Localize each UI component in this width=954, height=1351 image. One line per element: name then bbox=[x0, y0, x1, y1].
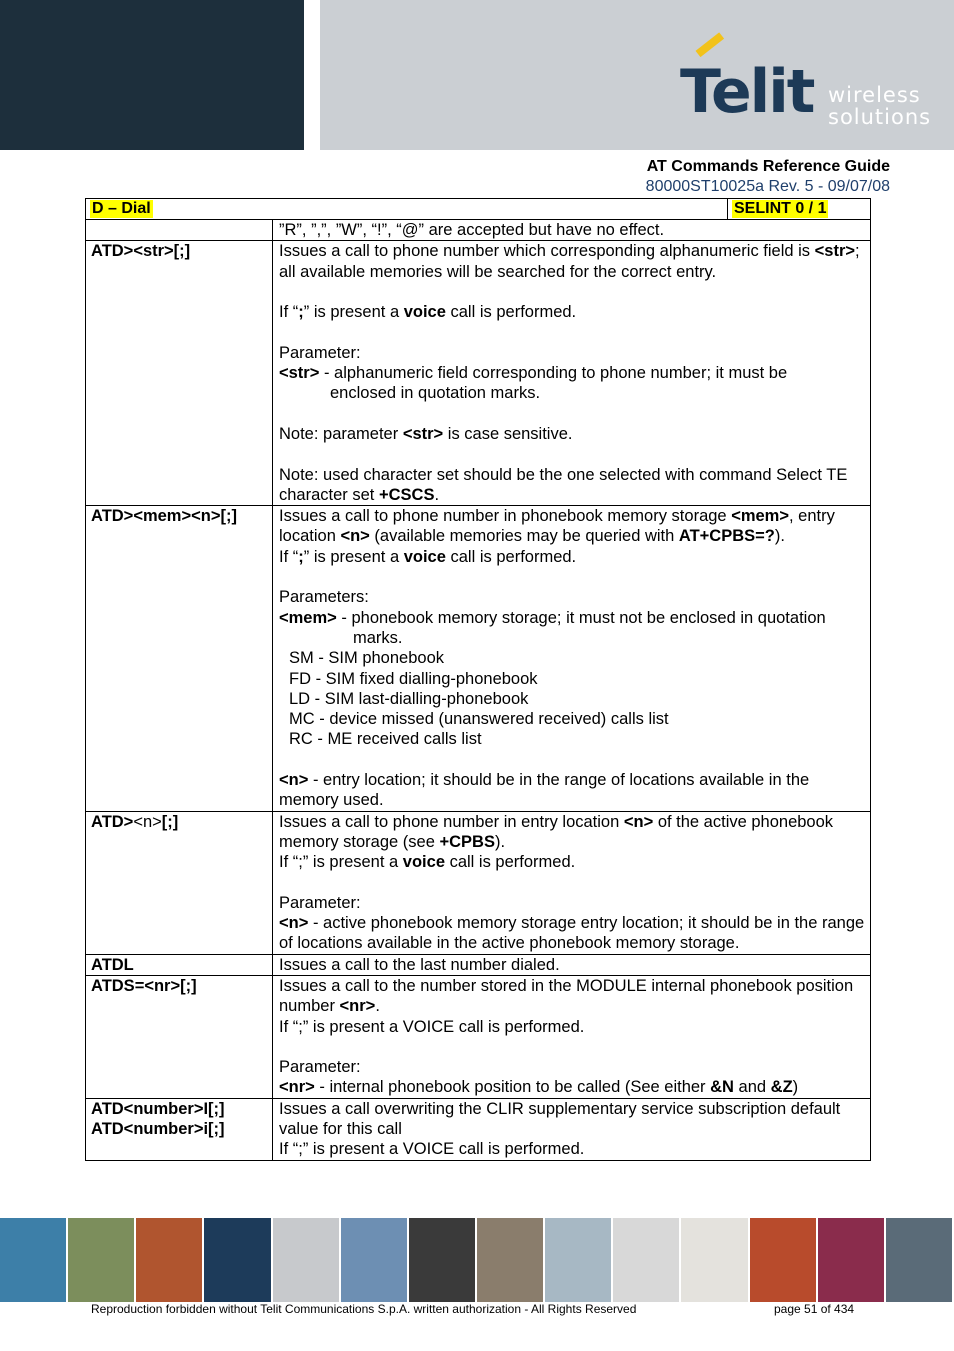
text: - internal phonebook position to be called (See either bbox=[314, 1078, 711, 1097]
text: - phonebook memory storage; it must not be enclosed in quotation bbox=[336, 608, 826, 627]
text: ATD> bbox=[91, 812, 134, 831]
strip-photo-tile bbox=[0, 1218, 68, 1302]
text: call is performed. bbox=[445, 547, 577, 566]
paragraph bbox=[279, 812, 866, 853]
list-item: SM - SIM phonebook bbox=[289, 649, 444, 668]
command-cell: ATDL bbox=[86, 954, 273, 975]
text: . bbox=[375, 997, 380, 1016]
text: ) bbox=[792, 1078, 799, 1097]
strip-photo-tile bbox=[886, 1218, 954, 1302]
text: &N bbox=[710, 1078, 734, 1097]
command-cell: ATD><mem><n>[;] bbox=[86, 506, 273, 811]
strip-photo-tile bbox=[409, 1218, 477, 1302]
command-cell bbox=[86, 220, 273, 241]
text: [;] bbox=[161, 812, 179, 831]
text: AT+CPBS=? bbox=[678, 527, 775, 546]
paragraph bbox=[279, 608, 866, 628]
text: If “ bbox=[279, 303, 299, 322]
text: - active phonebook memory storage entry location; it should be in the range of locations available in the active phonebook memory storage. bbox=[279, 914, 865, 953]
description-cell bbox=[273, 506, 871, 811]
strip-photo-tile bbox=[750, 1218, 818, 1302]
command-name: ATD<number>i[;] bbox=[91, 1120, 225, 1139]
text: of the active phonebook memory storage (see bbox=[279, 812, 834, 851]
paragraph bbox=[279, 302, 866, 322]
text: - alphanumeric field corresponding to phone number; it must be bbox=[319, 364, 788, 383]
param-name: <nr> bbox=[339, 997, 376, 1016]
paragraph: Parameter: bbox=[279, 893, 361, 912]
document-revision: 80000ST10025a Rev. 5 - 09/07/08 bbox=[645, 178, 890, 195]
text: call is performed. bbox=[445, 303, 577, 322]
paragraph bbox=[279, 363, 866, 383]
list-item: FD - SIM fixed dialling-phonebook bbox=[289, 669, 538, 688]
paragraph: Parameter: bbox=[279, 1058, 361, 1077]
text: voice bbox=[402, 853, 445, 872]
section-header bbox=[85, 198, 871, 220]
strip-photo-tile bbox=[204, 1218, 272, 1302]
paragraph bbox=[279, 465, 866, 506]
description-cell bbox=[273, 220, 871, 241]
paragraph bbox=[279, 424, 866, 444]
paragraph bbox=[279, 852, 866, 872]
description-cell bbox=[273, 811, 871, 954]
logo-tagline-line-1: wireless bbox=[828, 83, 921, 107]
description-cell bbox=[273, 975, 871, 1098]
paragraph bbox=[279, 506, 866, 547]
logo-wordmark: Telit bbox=[680, 57, 814, 127]
strip-photo-tile bbox=[613, 1218, 681, 1302]
row-text: ”R”, ”,”, ”W”, “!”, “@” are accepted but have no effect. bbox=[279, 221, 665, 239]
text: +CSCS bbox=[378, 485, 435, 504]
param-name: <n> bbox=[623, 812, 654, 831]
paragraph bbox=[279, 241, 866, 282]
text: (available memories may be queried with bbox=[369, 527, 679, 546]
text: Issues a call to phone number which corresponding alphanumeric field is bbox=[279, 242, 815, 261]
paragraph: Parameters: bbox=[279, 588, 369, 607]
strip-photo-tile bbox=[681, 1218, 749, 1302]
paragraph bbox=[279, 913, 866, 954]
command-name: ATD<number>I[;] bbox=[91, 1099, 225, 1118]
text: Note: used character set should be the one selected with command Select TE character set bbox=[279, 465, 848, 504]
param-name: <mem> bbox=[279, 608, 337, 627]
paragraph: Issues a call overwriting the CLIR supplementary service subscription default value for this call bbox=[279, 1099, 841, 1139]
param-name: <str> bbox=[402, 424, 444, 443]
paragraph bbox=[279, 547, 866, 567]
description-cell bbox=[273, 1098, 871, 1160]
table-row bbox=[86, 811, 871, 954]
text: <n> bbox=[133, 812, 162, 831]
text: ; all available memories will be searched for the correct entry. bbox=[279, 242, 860, 281]
param-name: <mem> bbox=[731, 507, 789, 526]
command-cell bbox=[86, 1098, 273, 1160]
param-name: <n> bbox=[279, 771, 309, 790]
text: Note: parameter bbox=[279, 424, 403, 443]
description-cell bbox=[273, 241, 871, 506]
text: ; bbox=[298, 303, 304, 322]
text: If “;” is present a bbox=[279, 853, 403, 872]
paragraph: marks. bbox=[353, 628, 403, 647]
paragraph: enclosed in quotation marks. bbox=[330, 384, 541, 403]
header-banner-dark bbox=[0, 0, 304, 150]
paragraph bbox=[279, 1077, 866, 1097]
strip-photo-tile bbox=[136, 1218, 204, 1302]
text: ” is present a bbox=[303, 303, 404, 322]
table-row bbox=[86, 506, 871, 811]
text: call is performed. bbox=[445, 853, 576, 872]
text: Issues a call to phone number in entry location bbox=[279, 812, 624, 831]
text: voice bbox=[403, 547, 446, 566]
copyright-notice: Reproduction forbidden without Telit Communications S.p.A. written authorization - All Rights Reserved bbox=[91, 1302, 637, 1316]
strip-photo-tile bbox=[68, 1218, 136, 1302]
table-row bbox=[86, 1098, 871, 1160]
logo-tagline-line-2: solutions bbox=[828, 105, 932, 129]
text: ). bbox=[494, 832, 506, 851]
command-cell: ATD><str>[;] bbox=[86, 241, 273, 506]
text: ” is present a bbox=[303, 547, 404, 566]
param-name: <str> bbox=[814, 242, 856, 261]
text: +CPBS bbox=[439, 832, 495, 851]
selint-cell bbox=[727, 198, 871, 220]
paragraph bbox=[279, 770, 866, 811]
paragraph bbox=[279, 976, 866, 1017]
telit-logo bbox=[672, 48, 932, 132]
document-title: AT Commands Reference Guide bbox=[646, 158, 890, 175]
strip-photo-tile bbox=[818, 1218, 886, 1302]
text: Issues a call to phone number in phonebook memory storage bbox=[279, 507, 732, 526]
description-cell: Issues a call to the last number dialed. bbox=[273, 954, 871, 975]
text: ). bbox=[774, 527, 785, 546]
param-name: <n> bbox=[279, 914, 309, 933]
list-item: LD - SIM last-dialling-phonebook bbox=[289, 689, 529, 708]
table-row bbox=[86, 954, 871, 975]
text: ; bbox=[298, 547, 304, 566]
paragraph: If “;” is present a VOICE call is performed. bbox=[279, 1140, 585, 1159]
logo-tagline bbox=[828, 84, 931, 128]
strip-photo-tile bbox=[545, 1218, 613, 1302]
footer-photo-strip bbox=[0, 1218, 954, 1302]
param-name: <str> bbox=[279, 364, 320, 383]
table-row bbox=[86, 241, 871, 506]
text: voice bbox=[403, 303, 446, 322]
list-item: RC - ME received calls list bbox=[289, 730, 482, 749]
command-cell bbox=[86, 811, 273, 954]
section-title: D – Dial bbox=[92, 200, 151, 217]
table-row bbox=[86, 220, 871, 241]
text: is case sensitive. bbox=[443, 424, 573, 443]
param-name: <nr> bbox=[279, 1078, 315, 1097]
strip-photo-tile bbox=[341, 1218, 409, 1302]
paragraph: If “;” is present a VOICE call is performed. bbox=[279, 1017, 585, 1036]
page-number: page 51 of 434 bbox=[774, 1302, 855, 1316]
list-item: MC - device missed (unanswered received) calls list bbox=[289, 710, 669, 729]
command-cell: ATDS=<nr>[;] bbox=[86, 975, 273, 1098]
param-name: <n> bbox=[340, 527, 370, 546]
selint-badge: SELINT 0 / 1 bbox=[734, 200, 827, 217]
strip-photo-tile bbox=[477, 1218, 545, 1302]
text: &Z bbox=[770, 1078, 793, 1097]
text: . bbox=[434, 485, 440, 504]
text: and bbox=[733, 1078, 771, 1097]
text: - entry location; it should be in the range of locations available in the memory used. bbox=[279, 771, 810, 810]
text: , entry location bbox=[279, 507, 835, 546]
text: If “ bbox=[279, 547, 299, 566]
text: Issues a call to the number stored in the MODULE internal phonebook position number bbox=[279, 976, 854, 1016]
command-table bbox=[85, 219, 871, 1161]
table-row bbox=[86, 975, 871, 1098]
paragraph: Parameter: bbox=[279, 343, 361, 362]
strip-photo-tile bbox=[273, 1218, 341, 1302]
